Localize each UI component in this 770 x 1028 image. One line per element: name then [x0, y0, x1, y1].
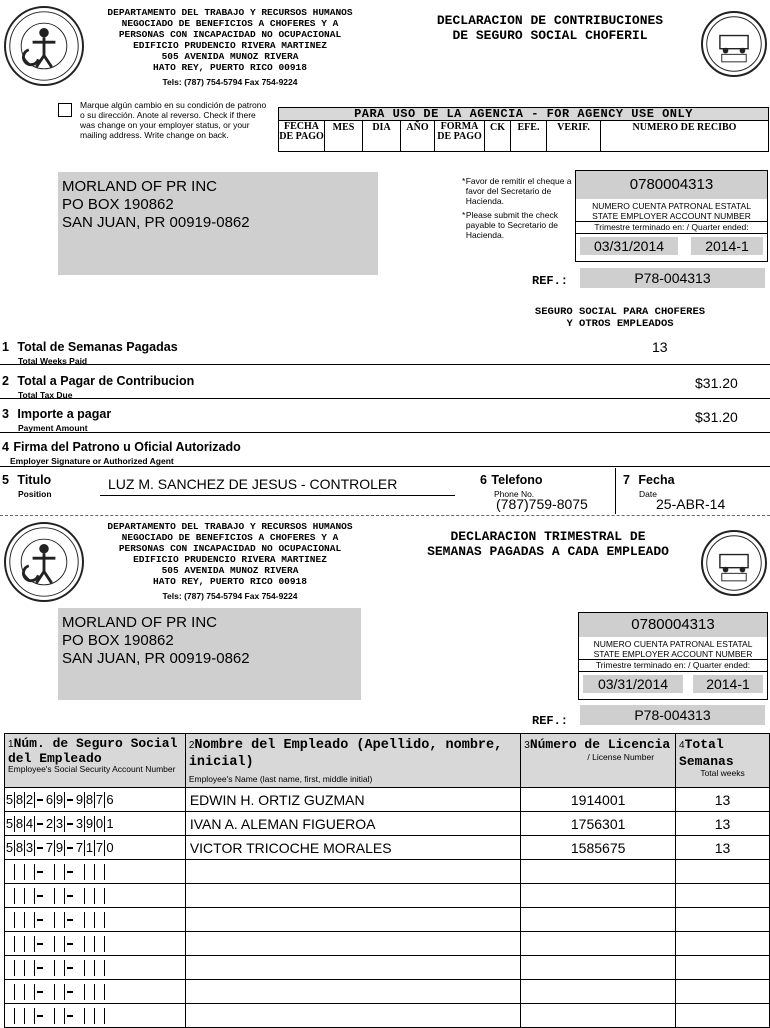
ssn-digit — [105, 960, 115, 976]
ssn-digit: 3 — [25, 839, 34, 855]
employee-name-cell[interactable] — [185, 884, 520, 908]
department-seal-2 — [4, 522, 84, 602]
weeks-cell[interactable] — [676, 932, 770, 956]
ssn-digit — [55, 1008, 65, 1024]
ssn-digit — [95, 912, 105, 928]
employee-table — [4, 733, 770, 1028]
ssn-digit — [25, 984, 35, 1000]
ssn-digit — [85, 912, 95, 928]
quarter-code: 2014-1 — [691, 237, 763, 255]
ssn-digit — [55, 864, 65, 880]
ref-label-2: REF.: — [532, 714, 569, 728]
ssn-digit — [5, 936, 15, 952]
ssn-dash — [35, 816, 45, 832]
quarter-label: Trimestre terminado en: / Quarter ended: — [576, 222, 767, 234]
ssn-digit — [5, 888, 15, 904]
col-verif: VERIF. — [547, 121, 601, 152]
ssn-dash — [35, 912, 45, 928]
ssn-digit — [75, 960, 85, 976]
ssn-digit — [55, 936, 65, 952]
ssn-dash — [35, 936, 45, 952]
ssn-digit — [15, 864, 25, 880]
weeks-cell[interactable] — [676, 884, 770, 908]
ssn-dash — [65, 1008, 75, 1024]
ssn-digit — [15, 912, 25, 928]
table-header — [5, 734, 770, 788]
agency-use-title: PARA USO DE LA AGENCIA - FOR AGENCY USE ONLY — [279, 108, 768, 121]
ssn-digit: 9 — [55, 839, 64, 855]
license-cell[interactable]: 1914001 — [521, 788, 676, 812]
table-row — [5, 932, 770, 956]
ssn-digit — [85, 888, 95, 904]
dept-header: DEPARTAMENTO DEL TRABAJO Y RECURSOS HUMANOS NEGOCIADO DE BENEFICIOS A CHOFERES Y A PERSONAS CON INCAPACIDAD NO OCUPACIONAL EDIFICIO PRUDENCIO RIVERA MARTINEZ 505 AVENIDA MUNOZ RIVERA HATO REY, PUERTO RICO 00918 — [107, 7, 353, 73]
ssn-digit: 6 — [45, 791, 54, 807]
ssn-digit — [75, 984, 85, 1000]
ssn-digit — [95, 888, 105, 904]
col-fecha-pago: FECHA DE PAGO — [279, 121, 325, 152]
ssn-digit: 0 — [106, 839, 114, 855]
ssn-digit — [5, 960, 15, 976]
col-ano: AÑO — [401, 121, 435, 152]
account-label-es: NUMERO CUENTA PATRONAL ESTATAL — [592, 201, 751, 211]
employer-address: MORLAND OF PR INC PO BOX 190862 SAN JUAN, PR 00919-0862 — [58, 172, 378, 275]
department-seal — [4, 6, 84, 86]
ssn-digit — [25, 912, 35, 928]
ssn-digit — [85, 1008, 95, 1024]
table-row — [5, 788, 770, 812]
col-mes: MES — [325, 121, 363, 152]
ssn-digit — [75, 936, 85, 952]
ssn-digit: 3 — [75, 815, 84, 831]
ref-value-2: P78-004313 — [580, 705, 765, 725]
ssn-dash — [65, 912, 75, 928]
account-number-2: 0780004313 — [579, 613, 767, 637]
change-note: Marque algún cambio en su condición de patrono o su dirección. Anote al reverso. Check if there was change on your employer status, or your mailing address. Write change on back. — [80, 100, 267, 140]
ssn-digit — [15, 960, 25, 976]
table-row — [5, 908, 770, 932]
ssn-digit — [75, 912, 85, 928]
ssn-digit — [45, 960, 55, 976]
ssn-digit: 9 — [85, 815, 94, 831]
ssn-digit — [15, 888, 25, 904]
ssn-digit — [55, 888, 65, 904]
employee-name-cell[interactable] — [185, 956, 520, 980]
ssn-dash — [65, 936, 75, 952]
table-row — [5, 812, 770, 836]
bureau-logo-2 — [701, 530, 767, 596]
ssn-digit — [45, 1008, 55, 1024]
ssn-dash — [65, 888, 75, 904]
header-license: 3Número de Licencia / License Number — [521, 734, 676, 788]
phone-value: (787)759-8075 — [496, 496, 588, 512]
total-weeks-value: 13 — [652, 339, 668, 355]
quarter-date: 03/31/2014 — [580, 237, 678, 255]
ssn-digit: 0 — [95, 815, 104, 831]
header-name: 2Nombre del Empleado (Apellido, nombre, inicial) Employee's Name (last name, first, middle initial) — [185, 734, 520, 788]
col-forma-pago: FORMA DE PAGO — [435, 121, 485, 152]
tear-line — [0, 515, 770, 516]
ssn-digit — [5, 864, 15, 880]
table-row — [5, 956, 770, 980]
ssn-digit — [25, 960, 35, 976]
ssn-digit — [55, 984, 65, 1000]
ssn-digit — [25, 888, 35, 904]
employer-address-2: MORLAND OF PR INC PO BOX 190862 SAN JUAN, PR 00919-0862 — [58, 608, 361, 700]
ssn-digit: 4 — [25, 815, 34, 831]
ssn-digit — [105, 984, 115, 1000]
ssn-digit — [55, 960, 65, 976]
ssn-digit: 2 — [25, 791, 34, 807]
ssn-digit — [25, 936, 35, 952]
weeks-cell[interactable] — [676, 860, 770, 884]
dept-phones: Tels: (787) 754-5794 Fax 754-9224 — [162, 77, 298, 87]
account-label-es-2: NUMERO CUENTA PATRONAL ESTATAL — [593, 639, 753, 649]
date-field: 7 Fecha Date — [623, 473, 675, 499]
quarter-date-2: 03/31/2014 — [583, 675, 683, 693]
ssn-digit — [105, 936, 115, 952]
ssn-digit — [95, 984, 105, 1000]
dept-phones-2: Tels: (787) 754-5794 Fax 754-9224 — [162, 591, 298, 601]
ssn-digit: 8 — [85, 791, 94, 807]
account-box-2 — [578, 612, 768, 700]
remit-note-es: * Favor de remitir el cheque a favor del Secretario de Hacienda. — [462, 176, 572, 206]
employee-name-cell[interactable] — [185, 980, 520, 1004]
form2-title: DECLARACION TRIMESTRAL DE SEMANAS PAGADAS A CADA EMPLEADO — [427, 529, 669, 559]
ssn-digit — [25, 864, 35, 880]
quarter-label-2: Trimestre terminado en: / Quarter ended: — [579, 660, 767, 672]
ssn-digit — [105, 912, 115, 928]
account-box — [575, 170, 768, 262]
ssn-digit — [25, 1008, 35, 1024]
ssn-digit: 8 — [15, 839, 24, 855]
ssn-digit — [45, 984, 55, 1000]
employee-name-cell[interactable]: EDWIN H. ORTIZ GUZMAN — [185, 788, 520, 812]
header-ssn: 1Núm. de Seguro Social del Empleado Employee's Social Security Account Number — [5, 734, 186, 788]
ssn-digit — [5, 984, 15, 1000]
line-signature: 4 Firma del Patrono u Oficial Autorizado Employer Signature or Authorized Agent — [2, 440, 241, 466]
weeks-cell[interactable]: 13 — [676, 836, 770, 860]
ssn-digit: 5 — [5, 815, 14, 831]
ssn-dash — [35, 984, 45, 1000]
license-cell[interactable] — [521, 908, 676, 932]
ssn-dash — [65, 816, 75, 832]
line-total-weeks: 1 Total de Semanas Pagadas Total Weeks Paid — [2, 340, 178, 366]
ssn-digit — [85, 864, 95, 880]
ssn-digit — [85, 960, 95, 976]
ssn-digit — [5, 912, 15, 928]
ssn-cell[interactable] — [5, 932, 186, 956]
license-cell[interactable] — [521, 884, 676, 908]
ssn-digit: 1 — [106, 815, 114, 831]
date-value: 25-ABR-14 — [656, 496, 726, 512]
ssn-digit — [75, 864, 85, 880]
ssn-digit — [105, 888, 115, 904]
employee-name-cell[interactable] — [185, 932, 520, 956]
license-cell[interactable]: 1585675 — [521, 836, 676, 860]
license-cell[interactable] — [521, 932, 676, 956]
ssn-digit — [75, 1008, 85, 1024]
license-cell[interactable] — [521, 980, 676, 1004]
form1-title: DECLARACION DE CONTRIBUCIONES DE SEGURO SOCIAL CHOFERIL — [436, 13, 664, 43]
col-recibo: NUMERO DE RECIBO — [632, 122, 737, 133]
ssn-dash — [65, 864, 75, 880]
ssn-dash — [65, 840, 75, 856]
ssn-digit — [55, 912, 65, 928]
line-total-tax: 2 Total a Pagar de Contribucion Total Tax Due — [2, 374, 195, 400]
account-number: 0780004313 — [576, 171, 767, 199]
ssn-digit — [85, 936, 95, 952]
ssn-digit: 9 — [55, 791, 64, 807]
ssn-digit — [95, 936, 105, 952]
ssn-dash — [65, 984, 75, 1000]
ssn-digit — [105, 864, 115, 880]
ref-value: P78-004313 — [580, 268, 765, 288]
table-row — [5, 884, 770, 908]
ssn-dash — [35, 792, 45, 808]
ssn-cell[interactable] — [5, 980, 186, 1004]
ssn-digit: 3 — [55, 815, 64, 831]
quarter-code-2: 2014-1 — [693, 675, 763, 693]
ssn-dash — [35, 1008, 45, 1024]
ref-label: REF.: — [532, 274, 569, 288]
dept-header-2: DEPARTAMENTO DEL TRABAJO Y RECURSOS HUMANOS NEGOCIADO DE BENEFICIOS A CHOFERES Y A PERSONAS CON INCAPACIDAD NO OCUPACIONAL EDIFICIO PRUDENCIO RIVERA MARTINEZ 505 AVENIDA MUNOZ RIVERA HATO REY, PUERTO RICO 00918 — [107, 521, 353, 587]
account-label-en: STATE EMPLOYER ACCOUNT NUMBER — [576, 211, 767, 222]
table-row — [5, 980, 770, 1004]
ssn-digit: 7 — [95, 839, 104, 855]
ssn-digit: 5 — [5, 839, 14, 855]
weeks-cell[interactable] — [676, 980, 770, 1004]
total-tax-value: $31.20 — [695, 375, 738, 391]
col-dia: DIA — [363, 121, 401, 152]
weeks-cell[interactable] — [676, 908, 770, 932]
license-cell[interactable] — [521, 860, 676, 884]
ssn-digit — [45, 912, 55, 928]
ssn-digit: 6 — [106, 791, 114, 807]
ssn-cell[interactable] — [5, 788, 186, 812]
employee-name-cell[interactable]: VICTOR TRICOCHE MORALES — [185, 836, 520, 860]
employee-name-cell[interactable]: IVAN A. ALEMAN FIGUEROA — [185, 812, 520, 836]
ssn-digit — [95, 1008, 105, 1024]
ssn-cell[interactable] — [5, 884, 186, 908]
ssn-cell[interactable] — [5, 860, 186, 884]
ssn-cell[interactable] — [5, 812, 186, 836]
line-payment: 3 Importe a pagar Payment Amount — [2, 407, 112, 433]
ssn-digit: 5 — [5, 791, 14, 807]
employee-name-cell[interactable] — [185, 908, 520, 932]
program-title: SEGURO SOCIAL PARA CHOFERES Y OTROS EMPLEADOS — [534, 306, 706, 330]
ssn-digit — [15, 984, 25, 1000]
table-row — [5, 836, 770, 860]
ssn-digit — [45, 936, 55, 952]
ssn-dash — [35, 864, 45, 880]
ssn-digit — [5, 1008, 15, 1024]
payment-value: $31.20 — [695, 409, 738, 425]
ssn-digit — [45, 864, 55, 880]
ssn-digit: 1 — [85, 839, 94, 855]
weeks-cell[interactable]: 13 — [676, 788, 770, 812]
ssn-digit — [95, 864, 105, 880]
employee-name-cell[interactable] — [185, 860, 520, 884]
ssn-dash — [65, 960, 75, 976]
ssn-digit: 2 — [45, 815, 54, 831]
ssn-digit — [75, 888, 85, 904]
weeks-cell[interactable]: 13 — [676, 812, 770, 836]
ssn-digit — [45, 888, 55, 904]
ssn-dash — [35, 960, 45, 976]
ssn-digit: 8 — [15, 791, 24, 807]
ssn-digit: 7 — [75, 839, 84, 855]
license-cell[interactable] — [521, 956, 676, 980]
bureau-logo — [701, 11, 767, 77]
ssn-digit: 9 — [75, 791, 84, 807]
ssn-digit — [95, 960, 105, 976]
ssn-digit: 7 — [45, 839, 54, 855]
ssn-digit: 7 — [95, 791, 104, 807]
col-ck: CK — [485, 121, 511, 152]
remit-note-en: * Please submit the check payable to Secretario de Hacienda. — [462, 210, 558, 240]
ssn-cell[interactable] — [5, 836, 186, 860]
ssn-cell[interactable] — [5, 956, 186, 980]
license-cell[interactable]: 1756301 — [521, 812, 676, 836]
phone-field: 6 Telefono Phone No. — [480, 473, 543, 499]
position-field: 5 Titulo Position — [2, 473, 52, 499]
ssn-dash — [35, 888, 45, 904]
ssn-cell[interactable] — [5, 908, 186, 932]
ssn-digit — [85, 984, 95, 1000]
ssn-digit — [105, 1008, 115, 1024]
change-checkbox[interactable] — [58, 103, 72, 117]
agency-use-box — [278, 107, 769, 152]
header-weeks: 4Total Semanas Total weeks — [676, 734, 770, 788]
account-label-en-2: STATE EMPLOYER ACCOUNT NUMBER — [579, 649, 767, 660]
ssn-dash — [35, 840, 45, 856]
ssn-digit — [15, 1008, 25, 1024]
ssn-dash — [65, 792, 75, 808]
weeks-cell[interactable] — [676, 956, 770, 980]
ssn-digit — [15, 936, 25, 952]
position-value: LUZ M. SANCHEZ DE JESUS - CONTROLER — [108, 476, 398, 492]
ssn-digit: 8 — [15, 815, 24, 831]
table-row — [5, 860, 770, 884]
col-efe: EFE. — [511, 121, 547, 152]
